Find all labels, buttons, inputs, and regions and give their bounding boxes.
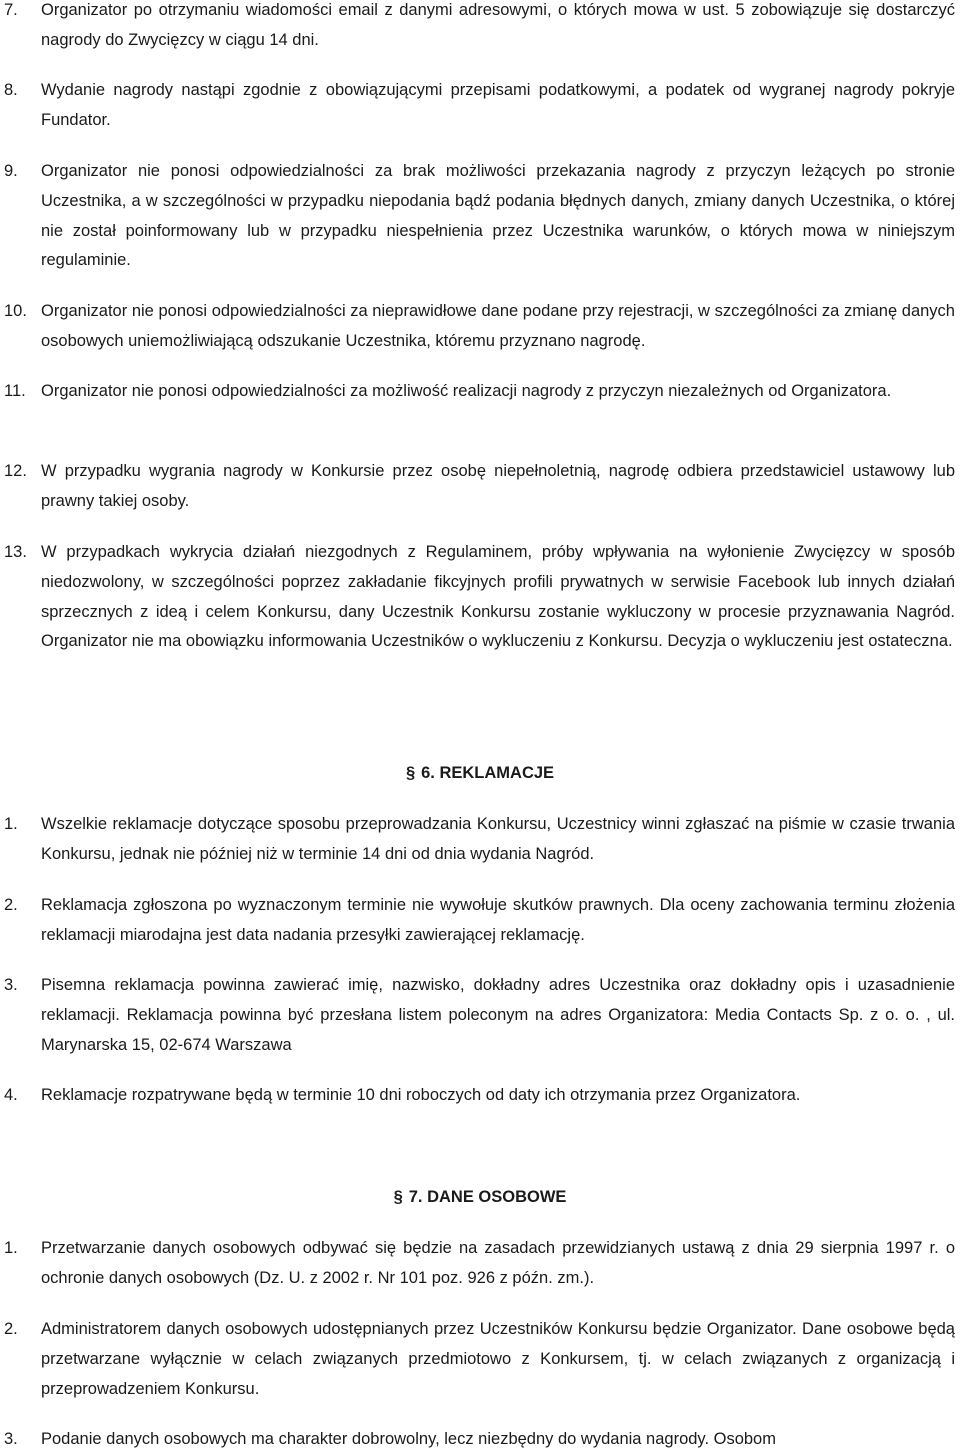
item-number: 2.	[4, 896, 18, 914]
list-item	[0, 971, 960, 1060]
item-number: 8.	[4, 81, 18, 99]
list-item	[0, 1234, 960, 1294]
item-text: Reklamacja zgłoszona po wyznaczonym terminie nie wywołuje skutków prawnych. Dla oceny zachowania terminu złożenia reklamacji miarodajna jest data nadania przesyłki zawierającej reklamację.	[41, 896, 955, 944]
section-symbol: §	[393, 1188, 403, 1206]
list-item	[0, 457, 960, 517]
item-number: 11.	[4, 382, 26, 400]
item-text: Organizator nie ponosi odpowiedzialności za możliwość realizacji nagrody z przyczyn niezależnych od Organizatora.	[41, 382, 892, 400]
item-text: Podanie danych osobowych ma charakter dobrowolny, lecz niezbędny do wydania nagrody. Osobom	[41, 1430, 776, 1448]
item-text: Reklamacje rozpatrywane będą w terminie 10 dni roboczych od daty ich otrzymania przez Organizatora.	[41, 1086, 801, 1104]
list-item	[0, 377, 960, 407]
item-number: 12.	[4, 462, 27, 480]
item-number: 10.	[4, 302, 27, 320]
list-item	[0, 157, 960, 276]
section-title: 7. DANE OSOBOWE	[408, 1188, 567, 1206]
item-number: 1.	[4, 815, 18, 833]
list-item	[0, 297, 960, 357]
section-heading-dane-osobowe	[0, 1183, 960, 1213]
item-text: Administratorem danych osobowych udostępnianych przez Uczestników Konkursu będzie Organizator. Dane osobowe będą przetwarzane wyłącznie w celach związanych przedmiotowo z Konkursem, tj. w celach związanych z organizacją i przeprowadzeniem Konkursu.	[41, 1320, 955, 1398]
list-item	[0, 891, 960, 951]
item-number: 9.	[4, 162, 18, 180]
item-text: W przypadku wygrania nagrody w Konkursie przez osobę niepełnoletnią, nagrodę odbiera przedstawiciel ustawowy lub prawny takiej osoby.	[41, 462, 955, 510]
item-number: 1.	[4, 1239, 18, 1257]
item-text: W przypadkach wykrycia działań niezgodnych z Regulaminem, próby wpływania na wyłonienie Zwycięzcy w sposób niedozwolony, w szczególności poprzez zakładanie fikcyjnych profili prywatnych w serwisie Facebook lub innych działań sprzecznych z ideą i celem Konkursu, dany Uczestnik Konkursu zostanie wykluczony w procesie przyznawania Nagród. Organizator nie ma obowiązku informowania Uczestników o wykluczeniu z Konkursu. Decyzja o wykluczeniu jest ostateczna.	[41, 543, 955, 651]
item-number: 2.	[4, 1320, 18, 1338]
item-number: 4.	[4, 1086, 18, 1104]
item-text: Wydanie nagrody nastąpi zgodnie z obowiązującymi przepisami podatkowymi, a podatek od wygranej nagrody pokryje Fundator.	[41, 81, 955, 129]
item-number: 7.	[4, 1, 18, 19]
item-text: Organizator nie ponosi odpowiedzialności za nieprawidłowe dane podane przy rejestracji, w szczególności za zmianę danych osobowych uniemożliwiającą odszukanie Uczestnika, któremu przyznano nagrodę.	[41, 302, 955, 350]
list-item	[0, 1315, 960, 1404]
item-text: Przetwarzanie danych osobowych odbywać się będzie na zasadach przewidzianych ustawą z dnia 29 sierpnia 1997 r. o ochronie danych osobowych (Dz. U. z 2002 r. Nr 101 poz. 926 z późn. zm.).	[41, 1239, 955, 1287]
item-number: 13.	[4, 543, 27, 561]
item-text: Organizator nie ponosi odpowiedzialności za brak możliwości przekazania nagrody z przyczyn leżących po stronie Uczestnika, a w szczególności w przypadku niepodania bądź podania błędnych danych, zmiany danych Uczestnika, o której nie został poinformowany lub w przypadku niespełnienia przez Uczestnika warunków, o których mowa w niniejszym regulaminie.	[41, 162, 955, 270]
section-symbol: §	[405, 764, 416, 782]
item-number: 3.	[4, 976, 18, 994]
item-number: 3.	[4, 1430, 18, 1448]
item-text: Wszelkie reklamacje dotyczące sposobu przeprowadzania Konkursu, Uczestnicy winni zgłaszać na piśmie w czasie trwania Konkursu, jednak nie później niż w terminie 14 dni od dnia wydania Nagród.	[41, 815, 955, 863]
list-item	[0, 1081, 960, 1111]
list-item	[0, 0, 960, 56]
list-item	[0, 1425, 960, 1455]
list-item	[0, 76, 960, 136]
list-item	[0, 538, 960, 657]
item-text: Pisemna reklamacja powinna zawierać imię, nazwisko, dokładny adres Uczestnika oraz dokładny opis i uzasadnienie reklamacji. Reklamacja powinna być przesłana listem poleconym na adres Organizatora: Media Contacts Sp. z o. o. , ul. Marynarska 15, 02-674 Warszawa	[41, 976, 955, 1054]
section-title: 6. REKLAMACJE	[421, 764, 555, 782]
list-item	[0, 810, 960, 870]
section-heading-reklamacje	[0, 759, 960, 789]
item-text: Organizator po otrzymaniu wiadomości email z danymi adresowymi, o których mowa w ust. 5 zobowiązuje się dostarczyć nagrody do Zwycięzcy w ciągu 14 dni.	[41, 1, 955, 49]
